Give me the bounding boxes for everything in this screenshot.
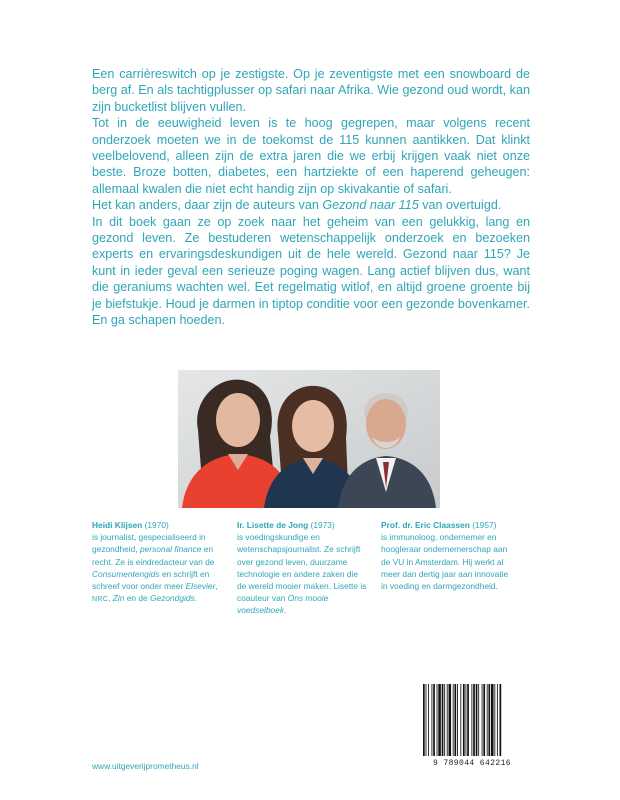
publisher-website[interactable]: www.uitgeverijprometheus.nl xyxy=(92,761,199,771)
author-description: is journalist, gespecialiseerd in gezondheid, personal finance en recht. Ze is eindredacteur van de Consumentengids en schrijft en schreef voor onder meer Elsevier, NRC, Zin en de Gezondgids. xyxy=(92,532,218,604)
barcode-bar xyxy=(444,684,445,756)
barcode-bar xyxy=(483,684,485,756)
author-description: is voedingskundige en wetenschapsjournalist. Ze schrijft over gezond leven, duurzame technologie en andere zaken die de wereld mooier maken. Lisette is coauteur van Ons mooie voedselboek. xyxy=(237,532,367,616)
back-cover-blurb xyxy=(92,66,530,329)
barcode-bar xyxy=(467,684,469,756)
barcode-bar xyxy=(433,684,435,756)
blurb-paragraph-1: Een carrièreswitch op je zestigste. Op je zeventigste met een snowboard de berg af. En als tachtigplusser op safari naar Afrika. Wie gezond oud wordt, kan zijn bucketlist blijven vullen. xyxy=(92,67,530,114)
barcode-bar xyxy=(432,684,433,756)
barcode-bar xyxy=(488,684,490,756)
barcode-bar xyxy=(500,684,502,756)
barcode-bar xyxy=(494,684,495,756)
blurb-paragraph-2: Tot in de eeuwigheid leven is te hoog gegrepen, maar volgens recent onderzoek moeten we in de toekomst de 115 kunnen aantikken. Dat klinkt veelbelovend, alleen zijn de extra jaren die we erbij krijgen vaak niet onze beste. Broze botten, diabetes, een hartziekte of een haperend geheugen: allemaal kwalen die niet echt handig zijn op skivakantie of safari. xyxy=(92,116,530,196)
barcode-bar xyxy=(438,684,441,756)
barcode-bar xyxy=(428,684,429,756)
author-bio-lisette-de-jong xyxy=(237,519,367,617)
author-years: (1957) xyxy=(472,520,497,530)
barcode-bars xyxy=(420,684,524,758)
barcode-bar xyxy=(437,684,438,756)
author-description: is immunoloog, ondernemer en hoogleraar ondernemerschap aan de VU in Amsterdam. Hij werkt al meer dan dertig jaar aan innovatie in voeding en darmgezondheid. xyxy=(381,532,509,592)
blurb-text: Het kan anders, daar zijn de auteurs van xyxy=(92,198,323,213)
isbn-barcode xyxy=(420,684,524,772)
barcode-bar xyxy=(423,684,425,756)
author-bio-eric-claassen xyxy=(381,519,511,592)
author-name: Ir. Lisette de Jong xyxy=(237,520,309,530)
author-name: Prof. dr. Eric Claassen xyxy=(381,520,470,530)
barcode-bar xyxy=(457,684,458,756)
barcode-bar xyxy=(487,684,488,756)
blurb-paragraph-4: In dit boek gaan ze op zoek naar het geheim van een gelukkig, lang en gezond leven. Ze bestuderen wetenschappelijk onderzoek en bezoeken experts en ervaringsdeskundigen uit de hele wereld. Gezond naar 115? Je kunt in ieder geval een serieuze poging wagen. Lang actief blijven dus, want die geraniums wachten wel. Eet regelmatig witlof, en altijd groene groente bij je biefstukje. Houd je darmen in tiptop conditie voor een gezonde bovenkamer. En ga schapen hoeden. xyxy=(92,214,530,328)
barcode-bar xyxy=(473,684,475,756)
barcode-bar xyxy=(442,684,444,756)
barcode-bar xyxy=(476,684,478,756)
author-years: (1970) xyxy=(144,520,169,530)
authors-photo xyxy=(178,370,440,508)
barcode-bar xyxy=(463,684,465,756)
author-years: (1973) xyxy=(310,520,335,530)
book-title: Gezond naar 115 xyxy=(322,198,419,213)
barcode-bar xyxy=(491,684,494,756)
barcode-bar xyxy=(460,684,461,756)
barcode-bar xyxy=(478,684,479,756)
author-bio-heidi-klijsen xyxy=(92,519,222,606)
authors-photo-image xyxy=(178,370,440,508)
barcode-bar xyxy=(447,684,448,756)
barcode-bar xyxy=(471,684,472,756)
barcode-bar xyxy=(482,684,483,756)
blurb-paragraph-3 xyxy=(92,197,530,213)
barcode-bar xyxy=(453,684,454,756)
barcode-bar xyxy=(426,684,427,756)
barcode-bar xyxy=(497,684,498,756)
blurb-text: van overtuigd. xyxy=(418,198,502,213)
barcode-bar xyxy=(454,684,456,756)
barcode-bar xyxy=(449,684,452,756)
author-name: Heidi Klijsen xyxy=(92,520,143,530)
barcode-bar xyxy=(466,684,467,756)
isbn-number: 9 789044 642216 xyxy=(432,759,511,768)
